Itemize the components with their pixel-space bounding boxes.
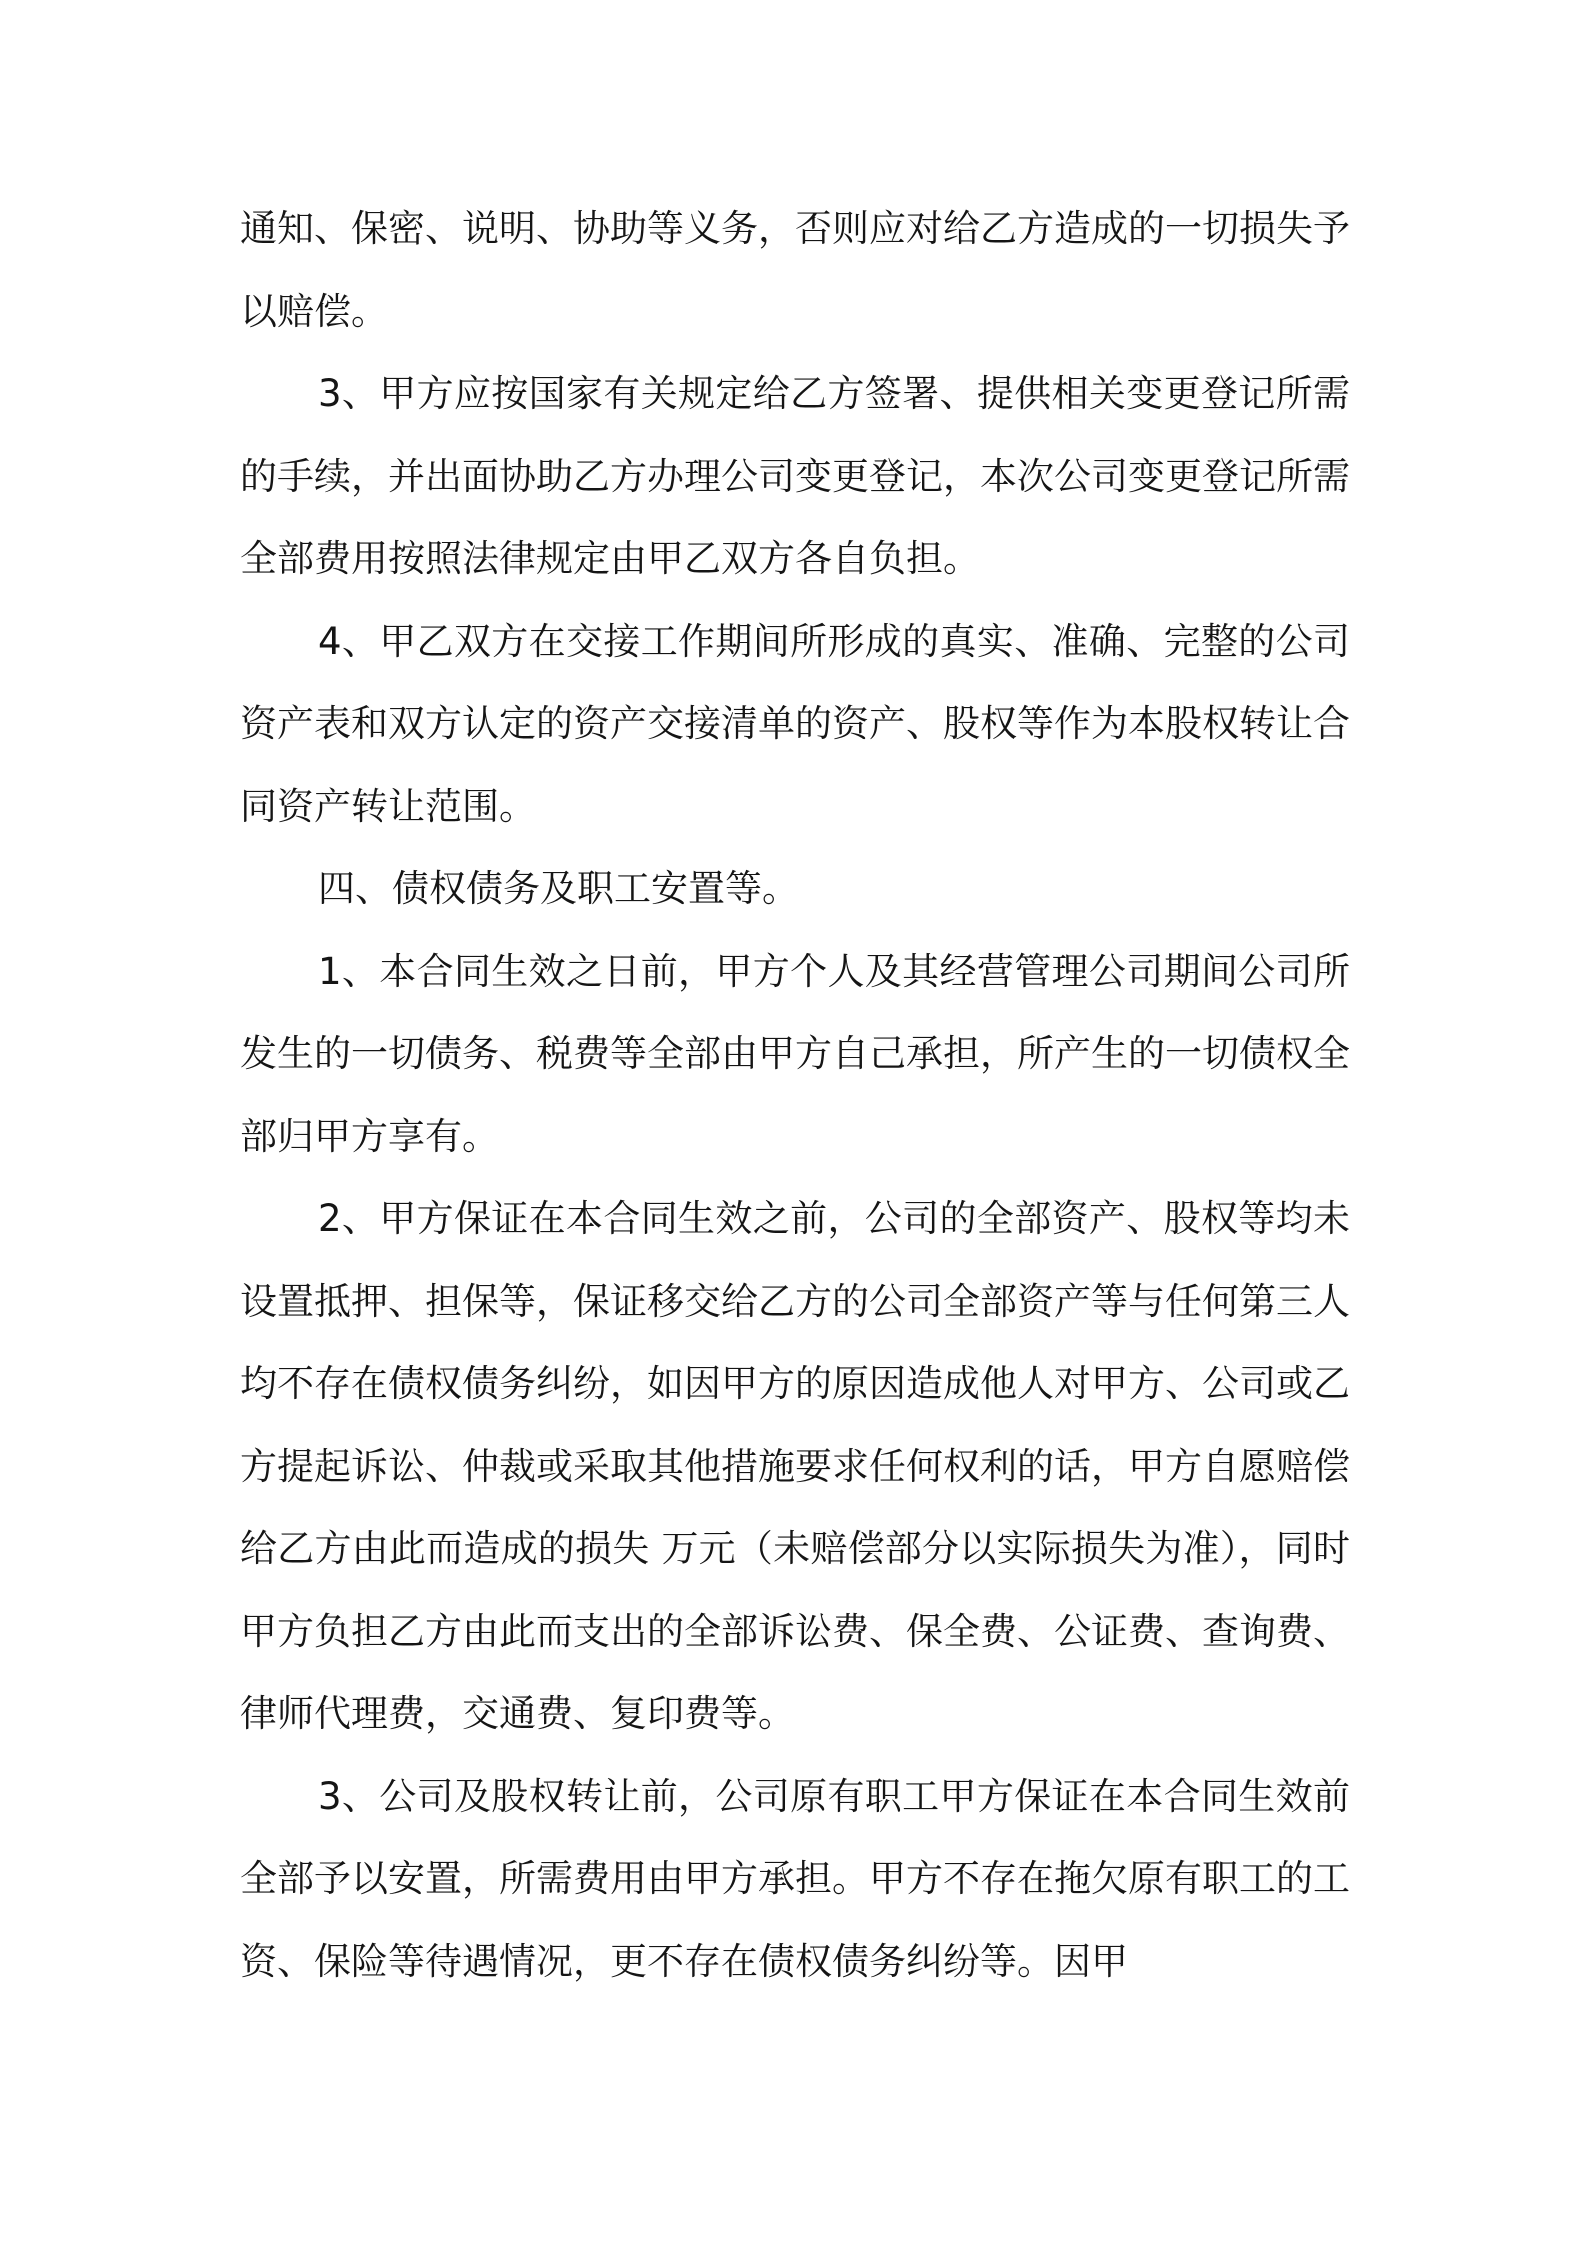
paragraph-clause-2-guarantee: 2、甲方保证在本合同生效之前，公司的全部资产、股权等均未设置抵押、担保等，保证移交给乙方的公司全部资产等与任何第三人均不存在债权债务纠纷，如因甲方的原因造成他人对甲方、公司或乙方提起诉讼、仲裁或采取其他措施要求任何权利的话，甲方自愿赔偿给乙方由此而造成的损失 万元（未赔偿部分以实际损失为准），同时甲方负担乙方由此而支出的全部诉讼费、保全费、公证费、查询费、律师代理费，交通费、复印费等。 <box>240 1197 1350 1735</box>
paragraph-continued-obligations: 通知、保密、说明、协助等义务，否则应对给乙方造成的一切损失予以赔偿。 <box>240 207 1350 333</box>
paragraph-clause-4-asset-scope: 4、甲乙双方在交接工作期间所形成的真实、准确、完整的公司资产表和双方认定的资产交接清单的资产、股权等作为本股权转让合同资产转让范围。 <box>240 619 1350 828</box>
paragraph-clause-3-staff: 3、公司及股权转让前，公司原有职工甲方保证在本合同生效前全部予以安置，所需费用由甲方承担。甲方不存在拖欠原有职工的工资、保险等待遇情况，更不存在债权债务纠纷等。因甲 <box>240 1774 1350 1983</box>
document-body <box>240 188 1350 2003</box>
paragraph-clause-3-registration: 3、甲方应按国家有关规定给乙方签署、提供相关变更登记所需的手续，并出面协助乙方办理公司变更登记，本次公司变更登记所需全部费用按照法律规定由甲乙双方各自负担。 <box>240 372 1350 580</box>
paragraph-clause-1-debts: 1、本合同生效之日前，甲方个人及其经营管理公司期间公司所发生的一切债务、税费等全部由甲方自己承担，所产生的一切债权全部归甲方享有。 <box>240 949 1350 1158</box>
section-heading-debts-and-staff: 四、债权债务及职工安置等。 <box>318 867 799 910</box>
